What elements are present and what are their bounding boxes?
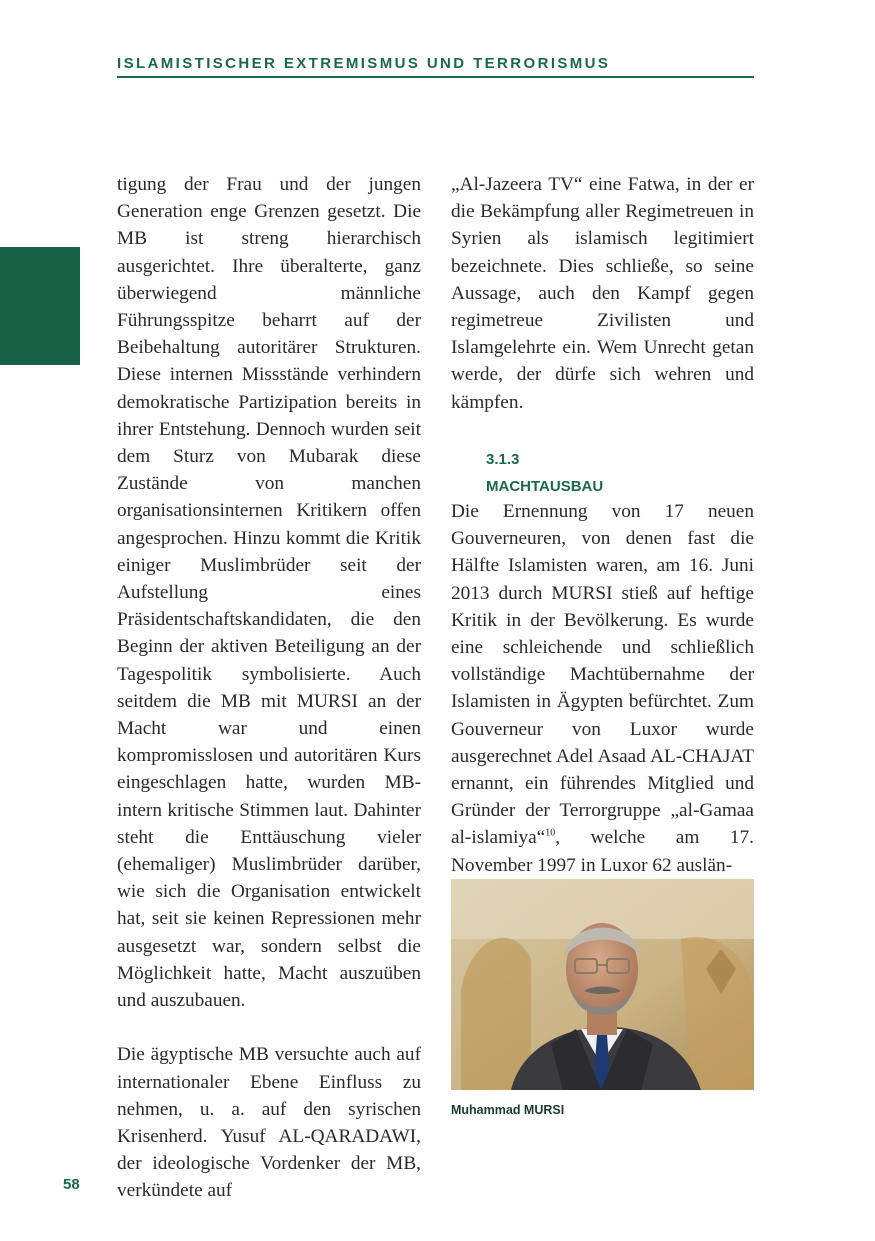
right-paragraph-2-end: , welche am 17. November 1997 in Luxor 62 auslän- (451, 827, 754, 876)
photo-caption: Muhammad MURSI (451, 1103, 565, 1117)
section-heading (486, 446, 603, 500)
left-column (117, 171, 421, 1205)
portrait-photo (451, 879, 754, 1090)
right-paragraph-2 (451, 498, 754, 879)
header-rule (117, 76, 754, 78)
left-paragraph-1: tigung der Frau und der jungen Generation enge Grenzen gesetzt. Die MB ist streng hierarchisch ausgerichtet. Ihre überalterte, ganz überwiegend männliche Führungsspitze beharrt auf der Beibehaltung autoritärer Strukturen. Diese internen Missstände verhindern demokratische Partizipation bereits in ihrer Entstehung. Dennoch wurden seit dem Sturz von Mubarak diese Zustände von manchen organisationsinternen Kritikern offen angesprochen. Hinzu kommt die Kritik einiger Muslimbrüder seit der Aufstellung eines Präsidentschaftskandidaten, die den Beginn der aktiven Beteiligung an der Tagespolitik symbolisierte. Auch seitdem die MB mit MURSI an der Macht war und einen kompromisslosen und autoritären Kurs eingeschlagen hatte, wurden MB-intern kritische Stimmen laut. Dahinter steht die Enttäuschung vieler (ehemaliger) Muslimbrüder darüber, wie sich die Organisation entwickelt hat, seit sie keinen Repressionen mehr ausgesetzt war, sondern selbst die Möglichkeit hatte, Macht auszuüben und auszubauen. (117, 174, 421, 1012)
right-paragraph-1: „Al-Jazeera TV“ eine Fatwa, in der er die Bekämpfung aller Regimetreuen in Syrien als islamisch legitimiert bezeichnete. Dies schließe, so seine Aussage, auch den Kampf gegen regimetreue Zivilisten und Islamgelehrte ein. Wem Unrecht getan werde, der dürfe sich wehren und kämpfen. (451, 174, 754, 413)
running-title: ISLAMISTISCHER EXTREMISMUS UND TERRORISMUS (117, 55, 611, 72)
right-column-bottom (451, 498, 754, 879)
page-number: 58 (63, 1176, 80, 1193)
left-paragraph-2: Die ägyptische MB versuchte auch auf internationaler Ebene Einfluss zu nehmen, u. a. auf den syrischen Krisenherd. Yusuf AL-QARADAWI, der ideologische Vordenker der MB, verkündete auf (117, 1044, 421, 1202)
right-column-top (451, 171, 754, 416)
footnote-ref[interactable]: 10 (545, 828, 556, 840)
chapter-tab (0, 247, 80, 365)
section-title: MACHTAUSBAU (486, 478, 604, 495)
right-paragraph-2-text: Die Ernennung von 17 neuen Gouverneuren, von denen fast die Hälfte Islamisten waren, am 16. Juni 2013 durch MURSI stieß auf heftige Kritik in der Bevölkerung. Es wurde eine schleichende und schließlich vollständige Machtübernahme der Islamisten in Ägypten befürchtet. Zum Gouverneur von Luxor wurde ausgerechnet Adel Asaad AL-CHAJAT ernannt, ein führendes Mitglied und Gründer der Terrorgruppe „al-Gamaa al-islamiya“ (451, 501, 754, 849)
section-number: 3.1.3 (486, 451, 520, 468)
portrait-illustration (451, 879, 754, 1090)
